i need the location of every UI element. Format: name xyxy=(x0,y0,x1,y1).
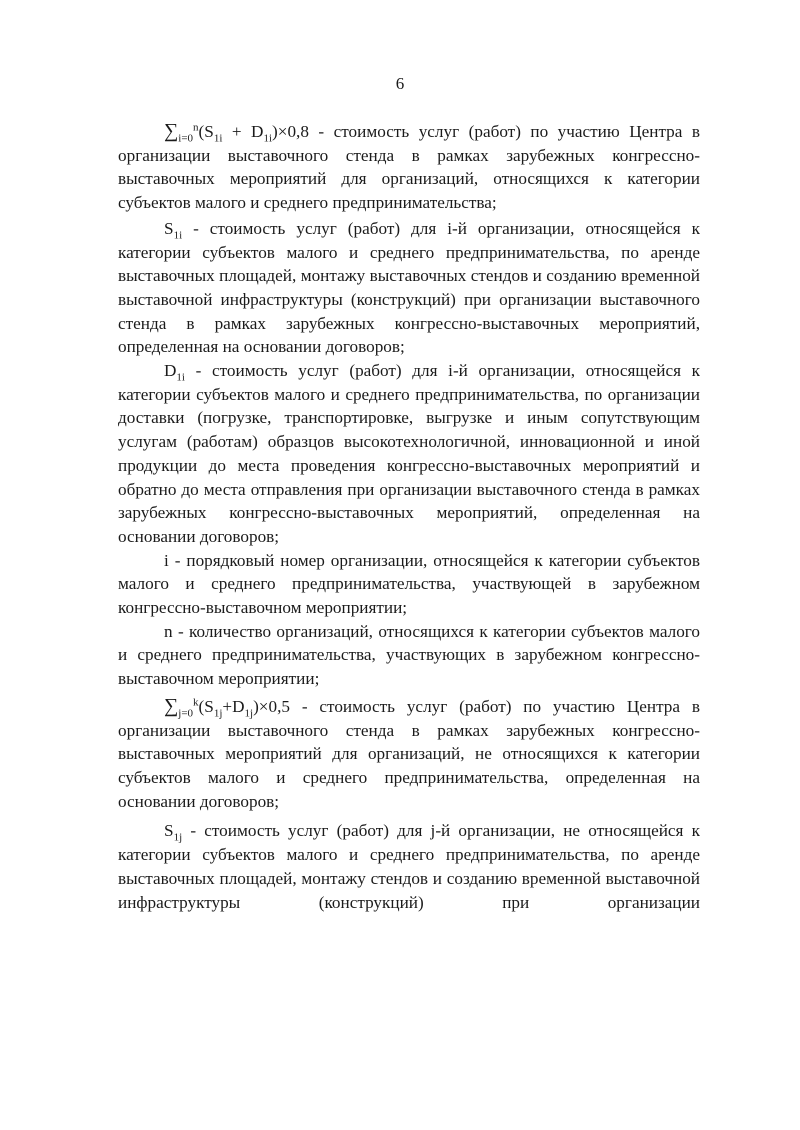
variable-symbol: n xyxy=(164,621,173,641)
paragraph-i-definition xyxy=(118,549,700,620)
formula-part: + D xyxy=(222,122,264,141)
sum-symbol: ∑ xyxy=(164,694,179,717)
variable-symbol: S xyxy=(164,821,174,841)
formula-part: (S xyxy=(198,122,214,141)
variable-symbol: S xyxy=(164,218,174,238)
paragraph-text: - стоимость услуг (работ) по участию Центра в организации выставочного стенда в рамках зарубежных конгрессно-выставочных мероприятий для организаций, не относящихся к категории субъектов малого и среднего предпринимательства, определенная на основании договоров; xyxy=(118,696,700,811)
paragraph-text: - стоимость услуг (работ) для j-й организации, не относящейся к категории субъектов малого и среднего предпринимательства, по аренде выставочных площадей, монтажу стендов и созданию временной выставочной инфраструктуры (конструкций) при организации xyxy=(118,821,700,912)
paragraph-text: - порядковый номер организации, относящейся к категории субъектов малого и среднего предпринимательства, участвующей в зарубежном конгрессно-выставочном мероприятии; xyxy=(118,550,700,618)
paragraph-text: - количество организаций, относящихся к категории субъектов малого и среднего предпринимательства, участвующих в зарубежном конгрессно-выставочном мероприятии; xyxy=(118,621,700,689)
variable-subscript: 1i xyxy=(173,229,183,242)
paragraph-s1i-definition xyxy=(118,217,700,359)
formula-subscript: 1j xyxy=(213,707,223,720)
paragraph-d1i-definition xyxy=(118,359,700,549)
sum-symbol: ∑ xyxy=(164,120,179,142)
page-number: 6 xyxy=(395,74,405,93)
sum-upper-limit: n xyxy=(193,121,199,134)
paragraph-n-definition xyxy=(118,620,700,691)
paragraph-text: - стоимость услуг (работ) для i-й организации, относящейся к категории субъектов малого и среднего предпринимательства, по организации доставки (погрузке, транспортировке, выгрузке и иным сопутствующим услугам (работам) образцов высокотехнологичной, инновационной и иной продукции до места проведения конгрессно-выставочных мероприятий и обратно до места отправления при организации выставочного стенда в рамках зарубежных конгрессно-выставочных мероприятий, определенная на основании договоров; xyxy=(118,361,700,546)
paragraph-text: - стоимость услуг (работ) для i-й организации, относящейся к категории субъектов малого и среднего предпринимательства, по аренде выставочных площадей, монтажу выставочных стендов и созданию временной выставочной инфраструктуры (конструкций) при организации выставочного стенда в рамках зарубежных конгрессно-выставочных мероприятий, определенная на основании договоров; xyxy=(118,218,700,357)
formula-subscript: 1j xyxy=(244,707,254,720)
variable-symbol: i xyxy=(164,550,169,570)
document-body xyxy=(118,120,700,914)
variable-symbol: D xyxy=(164,361,177,381)
formula-part: (S xyxy=(198,696,214,716)
paragraph-s1j-definition xyxy=(118,819,700,914)
paragraph-text: - стоимость услуг (работ) по участию Центра в организации выставочного стенда в рамках зарубежных конгрессно-выставочных мероприятий для организаций, относящихся к категории субъектов малого и среднего предпринимательства; xyxy=(118,122,700,213)
formula-subscript: 1i xyxy=(213,132,223,145)
formula-part: +D xyxy=(222,696,245,716)
sum-lower-limit: i=0 xyxy=(178,132,194,145)
sum-upper-limit: k xyxy=(193,696,199,709)
sum-lower-limit: j=0 xyxy=(178,707,194,720)
paragraph-formula-smb xyxy=(118,120,700,215)
variable-subscript: 1i xyxy=(176,371,185,384)
formula-part: )×0,5 xyxy=(253,696,290,716)
formula-part: )×0,8 xyxy=(272,122,309,141)
paragraph-formula-non-smb xyxy=(118,695,700,814)
variable-subscript: 1j xyxy=(173,831,183,844)
formula-subscript: 1i xyxy=(263,132,273,145)
